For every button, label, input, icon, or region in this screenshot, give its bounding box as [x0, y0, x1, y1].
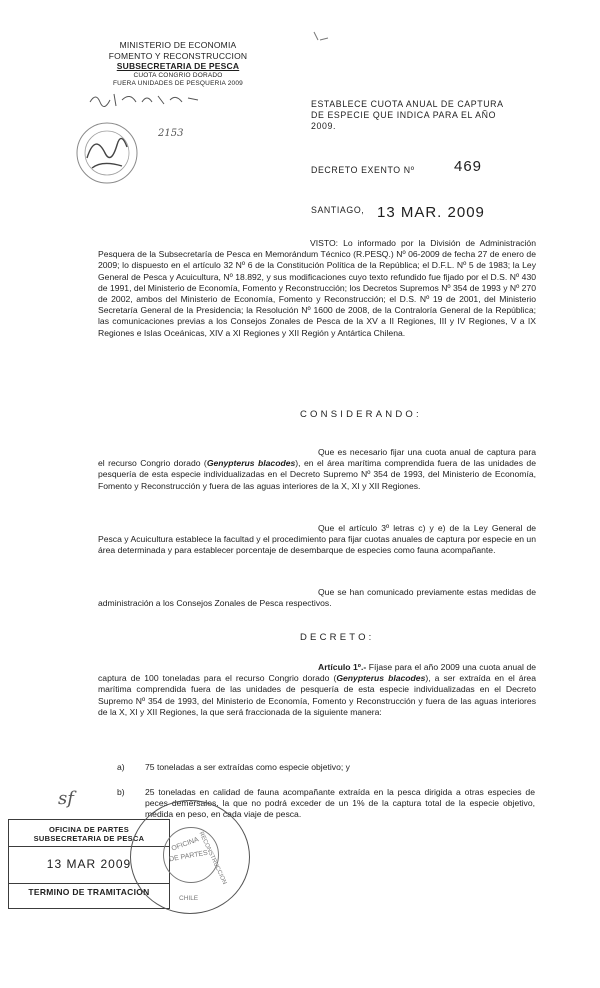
header-cuota: CUOTA CONGRIO DORADO — [133, 71, 223, 79]
considerando-p2: Que el artículo 3º letras c) y e) de la Ley General de Pesca y Acuicultura establece la facultad y el procedimiento para fijar cuotas anuales de captura por especie en un área determinada y para establecer porcentaje de desembarque de especies como fauna acompañante. — [98, 523, 536, 556]
stamp-date: 13 MAR 2009 — [46, 857, 132, 871]
item-b-text: 25 toneladas en calidad de fauna acompañante extraída en la pesca dirigida a otras especies de peces demersales, la que no podrá exceder de un 1% de la captura total de la especie objetivo, medida en peso, en cada viaje de pesca. — [145, 787, 535, 820]
round-stamp-chile: CHILE — [179, 895, 199, 902]
item-b-marker: b) — [117, 787, 125, 797]
decree-label: DECRETO EXENTO Nº — [311, 165, 415, 175]
decree-title — [311, 99, 571, 132]
header-subsecretaria: SUBSECRETARIA DE PESCA — [116, 61, 240, 71]
title-line3: 2009. — [311, 121, 337, 131]
handwritten-mark-icon — [88, 90, 208, 108]
decree-number: 469 — [454, 158, 483, 175]
round-stamp-edge: RECONSTRUCCION — [197, 831, 228, 886]
articulo-post: ), a ser extraída en el área marítima comprendida fuera de las unidades de pesquería de esta especie individualizadas en el Decreto Supremo Nº 354 de 1993, del Ministerio de Economía, Fomento y Reconstrucción y fuera de las aguas interiores de la X, XI y XII Regiones, la que será fraccionada de la siguiente manera: — [98, 673, 536, 717]
articulo-species: Genypterus blacodes — [336, 673, 426, 684]
header-scribble — [88, 90, 208, 111]
visto-paragraph: VISTO: Lo informado por la División de Administración Pesquera de la Subsecretaría de Pesca en Memorándum Técnico (R.PESQ.) Nº 06-2009 de fecha 27 de enero de 2009; lo dispuesto en el artículo 32 Nº 6 de la Constitución Política de la República; el D.F.L. Nº 5 de 1983; la Ley General de Pesca y Acuicultura, Nº 18.892, y sus modificaciones cuyo texto refundido fue fijado por el D.S. Nº 430 de 1991, del Ministerio de Economía, Fomento y Reconstrucción; los Decretos Supremos Nº 354 de 1993 y Nº 270 de 2002, ambos del Ministerio de Economía, Fomento y Reconstrucción; el D.S. Nº 19 de 2001, del Ministerio Secretaría General de la Presidencia; la Resolución Nº 1600 de 2008, de la Contraloría General de la República; las comunicaciones previas a los Consejos Zonales de Pesca de la XV a II Regiones, III y IV Regiones, V a IX Regiones e Islas Oceánicas, XIV a XI Regiones y XII Región y Antártica Chilena. — [98, 238, 536, 338]
decree-date: 13 MAR. 2009 — [377, 204, 485, 221]
considerando-p3: Que se han comunicado previamente estas medidas de administración a los Consejos Zonales de Pesca respectivos. — [98, 587, 536, 609]
round-stamp-text1: OFICINA — [170, 836, 200, 853]
round-stamp — [130, 800, 250, 914]
considerando-p1-pre: Que es necesario fijar una cuota anual de captura para el recurso Congrio dorado ( — [98, 447, 536, 469]
header-fomento: FOMENTO Y RECONSTRUCCION — [108, 50, 248, 61]
considerando-p1-post: ), en el área marítima comprendida fuera de las unidades de pesquería de esta especie individualizadas en el Decreto Supremo Nº 354 de 1993, del Ministerio de Economía, Fomento y Reconstrucción y fuera de las aguas interiores de la X, XI y XII Regiones. — [98, 458, 536, 491]
articulo-pre: Fíjase para el año 2009 una cuota anual de captura de 100 toneladas para el recurso Congrio dorado ( — [98, 662, 537, 684]
stamp-office-line1: OFICINA DE PARTES — [48, 825, 130, 834]
header-fuera: FUERA UNIDADES DE PESQUERIA 2009 — [113, 79, 243, 87]
considerando-heading: CONSIDERANDO: — [300, 409, 422, 420]
articulo-label: Artículo 1º.- — [318, 662, 367, 672]
decreto-heading: DECRETO: — [300, 632, 375, 643]
stamp-termino: TERMINO DE TRAMITACION — [28, 887, 150, 897]
corner-mark — [312, 30, 332, 49]
seal-signature-icon — [72, 118, 142, 188]
item-a-text: 75 toneladas a ser extraídas como especie objetivo; y — [145, 762, 350, 772]
title-line1: ESTABLECE CUOTA ANUAL DE CAPTURA — [311, 99, 504, 109]
stamp-office-line2: SUBSECRETARIA DE PESCA — [33, 834, 145, 843]
title-line2: DE ESPECIE QUE INDICA PARA EL AÑO — [311, 110, 497, 120]
tick-mark-icon — [312, 30, 332, 44]
header-ministry: MINISTERIO DE ECONOMIA — [119, 40, 237, 50]
place-label: SANTIAGO, — [311, 205, 365, 215]
initials: sf — [58, 788, 74, 809]
handwritten-ref: 2153 — [158, 128, 184, 139]
item-a-marker: a) — [117, 762, 125, 772]
signature-seal — [72, 118, 142, 188]
articulo-1 — [98, 662, 536, 718]
considerando-p1-species: Genypterus blacodes — [206, 458, 296, 469]
considerando-p1 — [98, 447, 536, 492]
round-stamp-text2: DE PARTES — [168, 849, 209, 864]
ministry-header — [88, 40, 268, 88]
